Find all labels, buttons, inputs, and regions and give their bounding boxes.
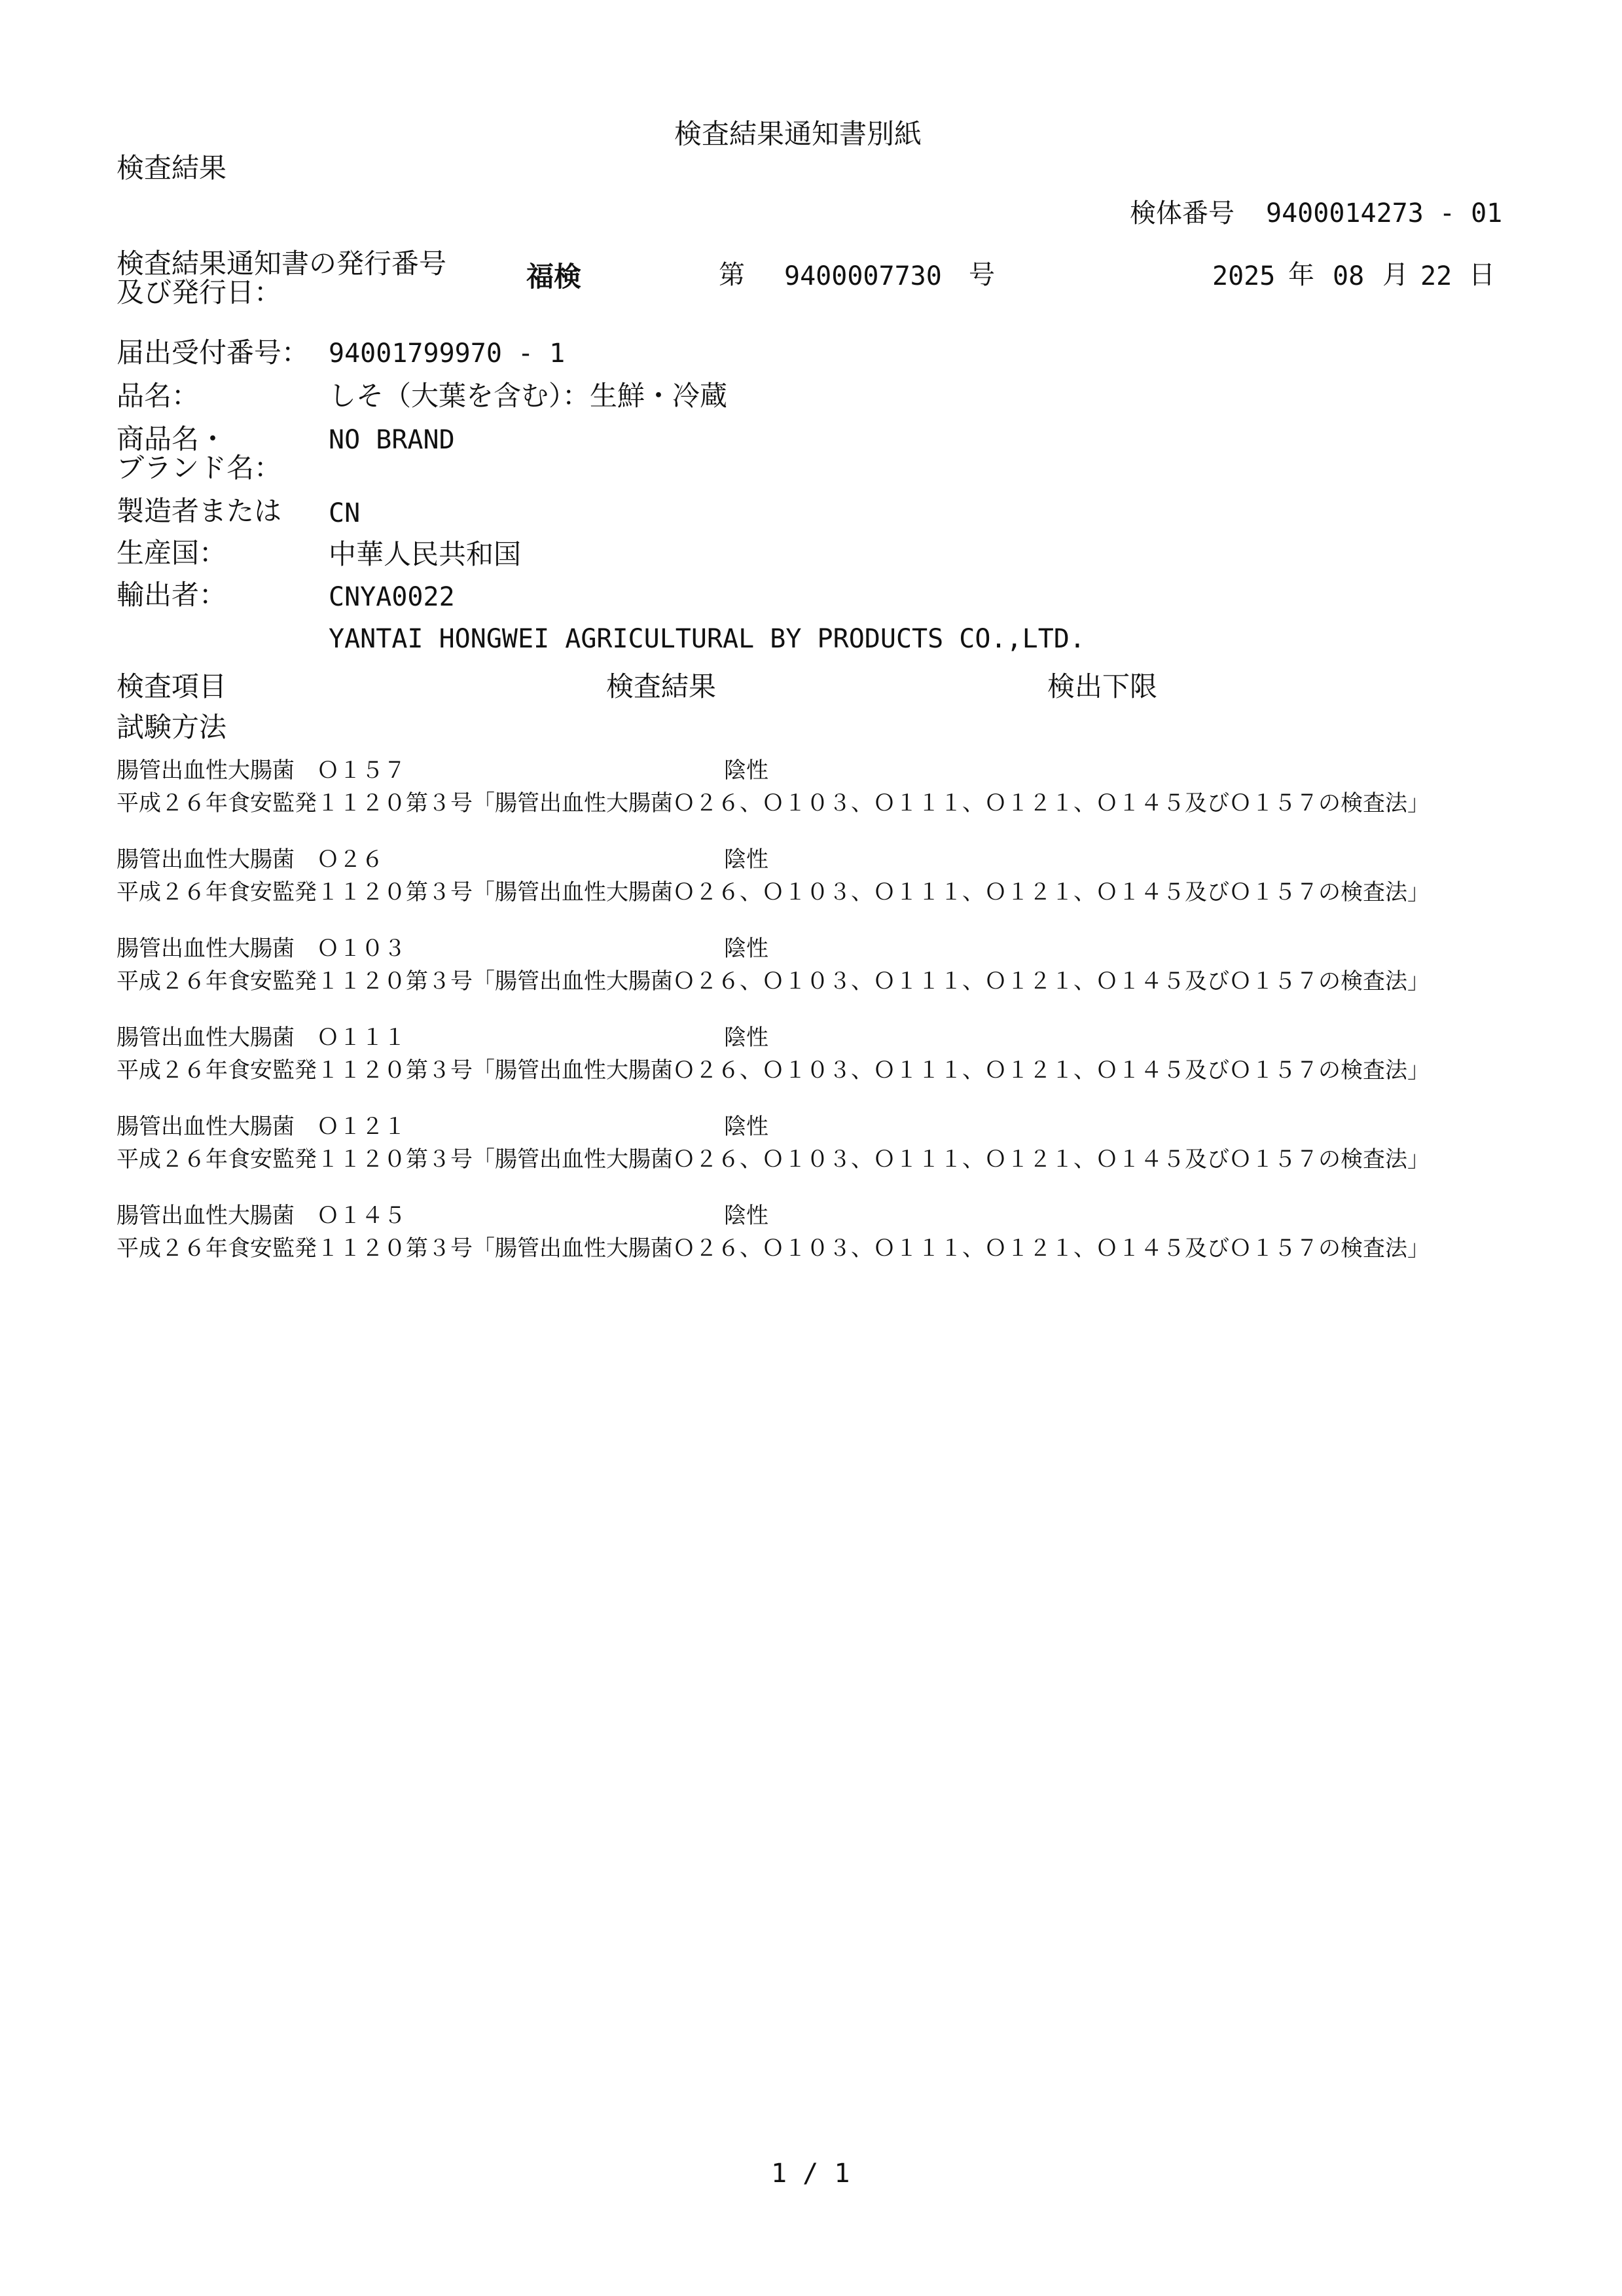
maker-label: 製造者または	[117, 495, 282, 527]
specimen-label: 検体番号	[1130, 198, 1235, 228]
brand-label-line2: ブランド名：	[117, 452, 282, 484]
issue-year: 2025	[1212, 261, 1276, 291]
issue-go: 号	[969, 260, 995, 290]
issue-month: 08	[1333, 261, 1365, 291]
country-value: 中華人民共和国	[329, 538, 522, 570]
result-item: 腸管出血性大腸菌 Ｏ１４５	[117, 1203, 406, 1229]
exporter-name: YANTAI HONGWEI AGRICULTURAL BY PRODUCTS CO.,LTD.	[329, 624, 1085, 654]
result-method: 平成２６年食安監発１１２０第３号「腸管出血性大腸菌Ｏ２６、Ｏ１０３、Ｏ１１１、Ｏ１２１、Ｏ１４５及びＯ１５７の検査法」	[117, 879, 1430, 905]
result-item: 腸管出血性大腸菌 Ｏ１０３	[117, 936, 406, 962]
result-value: 陰性	[724, 757, 768, 784]
issue-tsuki: 月	[1382, 260, 1409, 290]
result-method: 平成２６年食安監発１１２０第３号「腸管出血性大腸菌Ｏ２６、Ｏ１０３、Ｏ１１１、Ｏ１２１、Ｏ１４５及びＯ１５７の検査法」	[117, 1235, 1430, 1262]
result-method: 平成２６年食安監発１１２０第３号「腸管出血性大腸菌Ｏ２６、Ｏ１０３、Ｏ１１１、Ｏ１２１、Ｏ１４５及びＯ１５７の検査法」	[117, 790, 1430, 816]
result-value: 陰性	[724, 1203, 768, 1229]
issue-label-line2: 及び発行日：	[117, 276, 282, 308]
result-method: 平成２６年食安監発１１２０第３号「腸管出血性大腸菌Ｏ２６、Ｏ１０３、Ｏ１１１、Ｏ１２１、Ｏ１４５及びＯ１５７の検査法」	[117, 1057, 1430, 1084]
result-method: 平成２６年食安監発１１２０第３号「腸管出血性大腸菌Ｏ２６、Ｏ１０３、Ｏ１１１、Ｏ１２１、Ｏ１４５及びＯ１５７の検査法」	[117, 1146, 1430, 1173]
result-value: 陰性	[724, 1025, 768, 1051]
country-label: 生産国：	[117, 537, 227, 569]
brand-name: NO BRAND	[329, 425, 455, 455]
header-limit: 検出下限	[1047, 670, 1158, 702]
header-method: 試験方法	[117, 711, 227, 743]
result-value: 陰性	[724, 1114, 768, 1140]
result-item: 腸管出血性大腸菌 Ｏ１５７	[117, 757, 406, 784]
receipt-label: 届出受付番号：	[117, 337, 310, 369]
brand-label-line1: 商品名・	[117, 423, 227, 455]
maker-value: CN	[329, 498, 361, 528]
result-item: 腸管出血性大腸菌 Ｏ２６	[117, 847, 384, 873]
document-title: 検査結果通知書別紙	[674, 118, 922, 150]
issue-office: 福検	[526, 261, 582, 293]
receipt-number: 94001799970 - 1	[329, 338, 566, 369]
issue-number: 9400007730	[784, 261, 942, 291]
issue-dai: 第	[719, 260, 745, 290]
result-item: 腸管出血性大腸菌 Ｏ１２１	[117, 1114, 406, 1140]
result-value: 陰性	[724, 936, 768, 962]
section-title: 検査結果	[117, 152, 227, 184]
header-result: 検査結果	[606, 670, 717, 702]
result-method: 平成２６年食安監発１１２０第３号「腸管出血性大腸菌Ｏ２６、Ｏ１０３、Ｏ１１１、Ｏ１２１、Ｏ１４５及びＯ１５７の検査法」	[117, 968, 1430, 994]
issue-label-line1: 検査結果通知書の発行番号	[117, 247, 447, 280]
result-item: 腸管出血性大腸菌 Ｏ１１１	[117, 1025, 406, 1051]
issue-day: 22	[1420, 261, 1452, 291]
product-label: 品名：	[117, 380, 200, 412]
issue-nen: 年	[1288, 260, 1314, 290]
exporter-code: CNYA0022	[329, 582, 455, 612]
header-item: 検査項目	[117, 670, 227, 702]
product-name: しそ（大葉を含む）：生鮮・冷蔵	[329, 380, 728, 412]
result-value: 陰性	[724, 847, 768, 873]
page-number: 1 / 1	[771, 2159, 850, 2189]
issue-hi: 日	[1469, 260, 1495, 290]
specimen-number: 9400014273 - 01	[1266, 198, 1503, 228]
exporter-label: 輸出者：	[117, 579, 227, 611]
